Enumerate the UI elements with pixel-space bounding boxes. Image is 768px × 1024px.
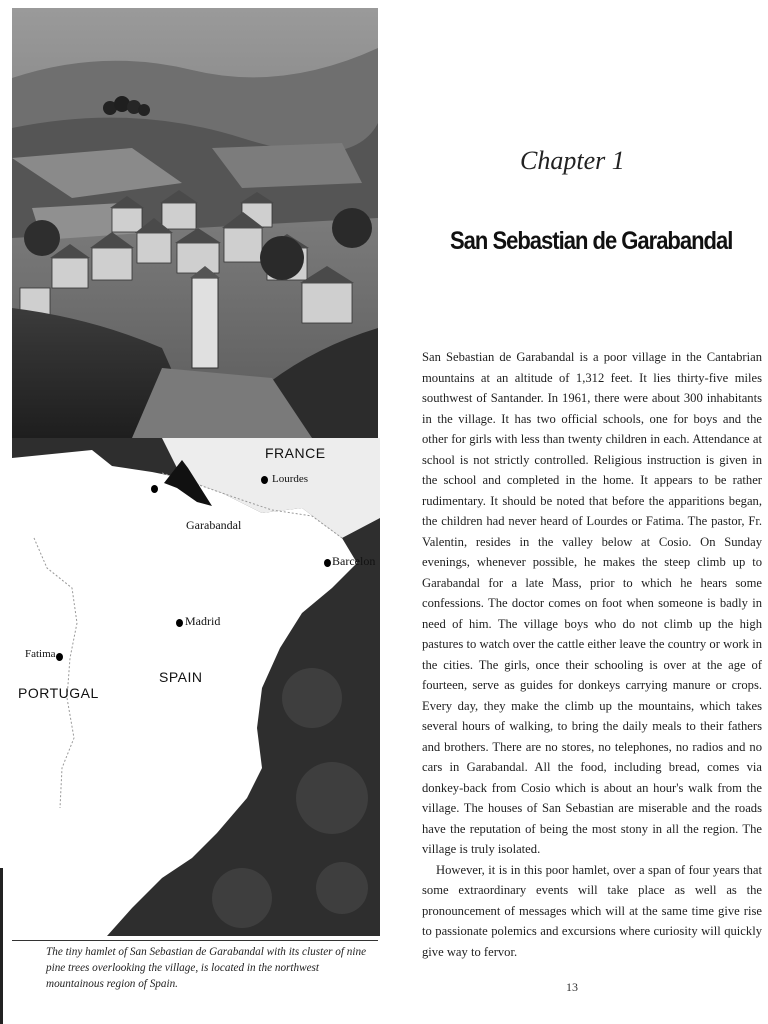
page-number: 13	[566, 980, 578, 994]
body-paragraph-2: However, it is in this poor hamlet, over a span of four years that some extraordinary events will take place as well as the pronouncement of messages which will at the same time give rise to passionate polemics and excursions where curiosity will quickly give way to fervor.	[422, 862, 762, 959]
label-madrid: Madrid	[185, 614, 221, 628]
village-photo	[12, 8, 378, 438]
fatima-marker	[56, 653, 63, 661]
body-text	[422, 347, 762, 962]
label-fatima: Fatima	[25, 648, 56, 660]
label-lourdes: Lourdes	[272, 473, 309, 485]
garabandal-marker	[151, 485, 158, 493]
caption-rule	[12, 940, 378, 941]
label-portugal: PORTUGAL	[18, 685, 99, 701]
chapter-number: Chapter 1	[520, 146, 625, 175]
label-barcelona: Barcelon	[332, 554, 376, 568]
chapter-title: San Sebastian de Garabandal	[450, 226, 733, 255]
label-france: FRANCE	[265, 445, 326, 461]
lourdes-marker	[261, 476, 268, 484]
spain-map	[12, 438, 380, 936]
madrid-marker	[176, 619, 183, 627]
figure-caption: The tiny hamlet of San Sebastian de Garabandal with its cluster of nine pine trees overlooking the village, is located in the northwest mountainous region of Spain.	[46, 946, 367, 990]
label-spain: SPAIN	[159, 669, 203, 685]
barcelona-marker	[324, 559, 331, 567]
body-paragraph-1: San Sebastian de Garabandal is a poor village in the Cantabrian mountains at an altitude of 1,312 feet. It lies thirty-five miles southwest of Santander. In 1961, there were about 300 inhabitants in the village. It has two official schools, one for boys and the other for girls with less than twenty children in each. Attendance at school is not strictly controlled. Religious instruction is given in the school and completed in the home. It appears to be rather rudimentary. It should be noted that before the apparitions began, the children had never heard of Lourdes or Fatima. The pastor, Fr. Valentin, resides in the valley below at Cosio. On Sunday evenings, whenever possible, he makes the steep climb up to Garabandal for a late Mass, prior to which he hears some confessions. The doctor comes on foot when someone is badly in need of him. The village boys who do not climb up the high pastures to watch over the cattle either leave the country or work in the cities. The girls, once their schooling is over at the age of fourteen, serve as guides for donkeys carrying manure or crops. Every day, they make the climb up the mountains, which takes several hours of walking, to bring the daily meals to their fathers and brothers. There are no stores, no telephones, no radios and no cars in Garabandal. All the food, including bread, comes via donkey-back from Cosio which is about an hour's walk from the village. The houses of San Sebastian are miserable and the roads have the reputation of being the most stony in all the region. The village is truly isolated.	[422, 350, 762, 856]
scan-edge	[0, 868, 3, 1024]
label-garabandal: Garabandal	[186, 518, 242, 532]
